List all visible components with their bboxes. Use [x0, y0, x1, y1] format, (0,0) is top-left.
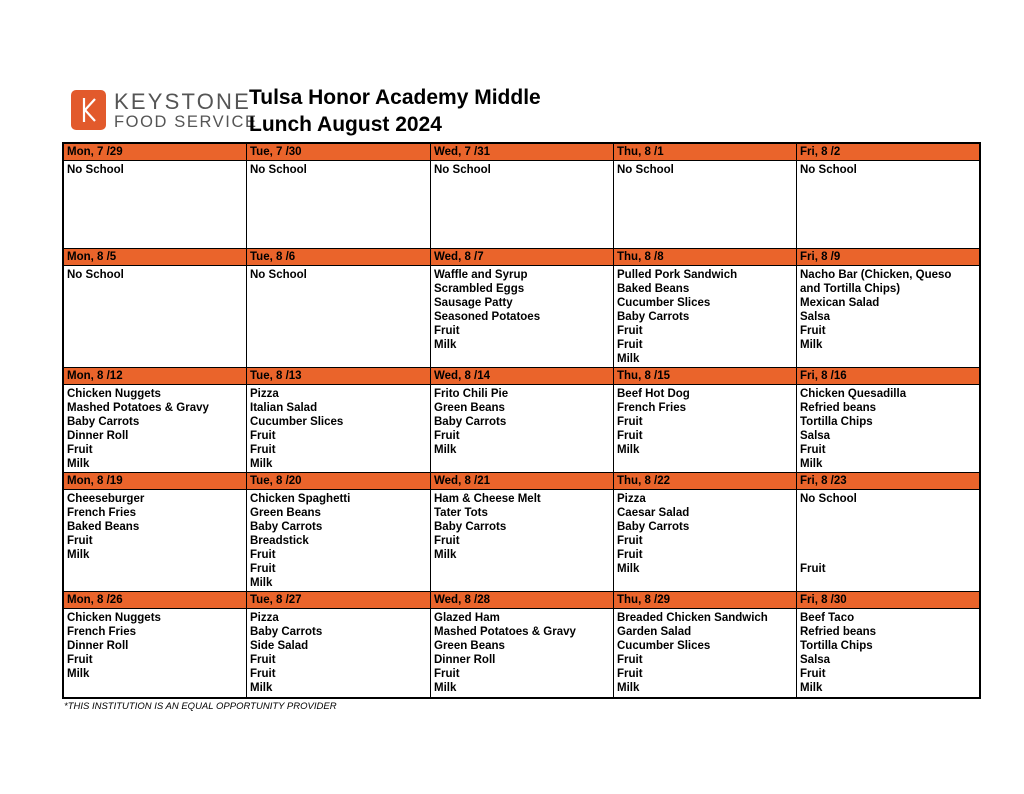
brand-subtitle: FOOD SERVICE [114, 113, 258, 131]
day-date-label: Thu, 8 /1 [617, 146, 664, 158]
day-date-label: Mon, 8 /5 [67, 251, 117, 263]
menu-item: Milk [434, 682, 457, 694]
day-menu [617, 387, 794, 457]
menu-item [800, 506, 976, 520]
menu-item: Refried beans [800, 402, 877, 414]
grid-column-line [613, 144, 614, 697]
menu-item: Fruit [434, 535, 460, 547]
menu-item: Milk [800, 682, 823, 694]
menu-item: Scrambled Eggs [434, 283, 525, 295]
grid-row-line [64, 160, 979, 161]
day-date-label: Mon, 8 /26 [67, 594, 123, 606]
menu-item: Sausage Patty [434, 297, 513, 309]
menu-item: Fruit [250, 549, 276, 561]
day-menu [617, 611, 794, 695]
menu-item: Baby Carrots [434, 521, 507, 533]
menu-item: Baby Carrots [617, 311, 690, 323]
menu-item: Baby Carrots [434, 416, 507, 428]
grid-row-line [64, 608, 979, 609]
menu-item: Milk [617, 444, 640, 456]
grid-row-line [64, 384, 979, 385]
menu-item: Fruit [250, 563, 276, 575]
menu-item: Fruit [617, 416, 643, 428]
menu-item: Milk [250, 458, 273, 470]
menu-item: Side Salad [250, 640, 309, 652]
day-date-label: Fri, 8 /30 [800, 594, 847, 606]
menu-item: Green Beans [434, 640, 505, 652]
title-school: Tulsa Honor Academy Middle [249, 86, 541, 109]
day-date-label: Thu, 8 /8 [617, 251, 664, 263]
menu-item: Baby Carrots [250, 521, 323, 533]
menu-item: French Fries [67, 626, 137, 638]
menu-item: Dinner Roll [67, 640, 129, 652]
menu-item [800, 520, 976, 534]
menu-item: No School [250, 269, 307, 281]
week-header-band [64, 144, 979, 160]
menu-item: Fruit [434, 325, 460, 337]
menu-item: Milk [67, 549, 90, 561]
day-date-label: Tue, 8 /6 [250, 251, 296, 263]
menu-item: Fruit [250, 654, 276, 666]
menu-item: No School [800, 493, 857, 505]
day-date-label: Tue, 8 /20 [250, 475, 302, 487]
grid-row-line [64, 489, 979, 490]
menu-item: Nacho Bar (Chicken, Queso [800, 269, 952, 281]
menu-item: Beef Hot Dog [617, 388, 690, 400]
menu-item: Chicken Nuggets [67, 612, 161, 624]
menu-item: No School [617, 164, 674, 176]
menu-item: Fruit [800, 325, 826, 337]
day-date-label: Mon, 7 /29 [67, 146, 123, 158]
menu-item: Baby Carrots [67, 416, 140, 428]
menu-item: Fruit [250, 430, 276, 442]
day-date-label: Thu, 8 /15 [617, 370, 671, 382]
menu-item: Milk [250, 577, 273, 589]
menu-item: Milk [67, 458, 90, 470]
day-date-label: Thu, 8 /22 [617, 475, 671, 487]
menu-item: Green Beans [250, 507, 321, 519]
page-title [249, 84, 541, 138]
day-date-label: Wed, 8 /14 [434, 370, 491, 382]
menu-item: Dinner Roll [434, 654, 496, 666]
menu-item: Fruit [250, 444, 276, 456]
menu-item: Milk [800, 339, 823, 351]
menu-item: Tater Tots [434, 507, 488, 519]
day-menu [800, 611, 976, 695]
menu-item: Cheeseburger [67, 493, 145, 505]
menu-item: Milk [67, 668, 90, 680]
day-date-label: Mon, 8 /19 [67, 475, 123, 487]
menu-item: Fruit [800, 444, 826, 456]
brand-name: KEYSTONE [114, 89, 252, 114]
day-menu [67, 268, 244, 282]
week-header-band [64, 249, 979, 265]
day-menu [434, 492, 611, 562]
day-menu [800, 387, 976, 471]
day-menu [434, 268, 611, 352]
menu-item: Glazed Ham [434, 612, 500, 624]
menu-item: Seasoned Potatoes [434, 311, 541, 323]
day-date-label: Wed, 7 /31 [434, 146, 491, 158]
menu-item: No School [800, 164, 857, 176]
menu-item: Milk [434, 549, 457, 561]
menu-item: Milk [250, 682, 273, 694]
menu-item: Fruit [250, 668, 276, 680]
menu-item: Refried beans [800, 626, 877, 638]
menu-item: Chicken Quesadilla [800, 388, 907, 400]
menu-item: Waffle and Syrup [434, 269, 528, 281]
day-date-label: Mon, 8 /12 [67, 370, 123, 382]
menu-item: Fruit [434, 430, 460, 442]
menu-item: Salsa [800, 430, 831, 442]
menu-item: Mexican Salad [800, 297, 880, 309]
day-menu [67, 163, 244, 177]
day-date-label: Fri, 8 /2 [800, 146, 841, 158]
menu-item: Baked Beans [617, 283, 690, 295]
menu-item: Salsa [800, 311, 831, 323]
menu-item: Chicken Nuggets [67, 388, 161, 400]
menu-item: Fruit [67, 535, 93, 547]
day-date-label: Tue, 8 /13 [250, 370, 302, 382]
day-menu [617, 268, 794, 366]
day-date-label: Wed, 8 /28 [434, 594, 491, 606]
menu-item: No School [67, 164, 124, 176]
menu-item: Pizza [250, 388, 279, 400]
day-menu [67, 387, 244, 471]
day-date-label: Fri, 8 /9 [800, 251, 841, 263]
grid-row-line [64, 248, 979, 249]
day-menu [617, 492, 794, 576]
menu-item: Caesar Salad [617, 507, 690, 519]
menu-item: Fruit [434, 668, 460, 680]
menu-item: Fruit [800, 563, 826, 575]
menu-item: Cucumber Slices [617, 640, 711, 652]
menu-item: Fruit [617, 339, 643, 351]
menu-item: Salsa [800, 654, 831, 666]
day-menu [67, 492, 244, 562]
menu-item: Pizza [250, 612, 279, 624]
menu-item: Mashed Potatoes & Gravy [67, 402, 209, 414]
menu-item [800, 548, 976, 562]
day-menu [250, 387, 428, 471]
menu-item: Frito Chili Pie [434, 388, 509, 400]
day-menu [250, 163, 428, 177]
day-date-label: Wed, 8 /21 [434, 475, 491, 487]
menu-item: No School [67, 269, 124, 281]
menu-item: French Fries [67, 507, 137, 519]
day-menu [250, 611, 428, 695]
menu-item: Milk [434, 444, 457, 456]
menu-item: Fruit [617, 430, 643, 442]
menu-item: Fruit [67, 444, 93, 456]
menu-item: Baby Carrots [617, 521, 690, 533]
keystone-logo-icon [71, 90, 106, 130]
grid-column-line [430, 144, 431, 697]
day-menu [434, 163, 611, 177]
grid-row-line [64, 265, 979, 266]
day-menu [800, 268, 976, 352]
menu-item: Italian Salad [250, 402, 318, 414]
menu-item: Chicken Spaghetti [250, 493, 351, 505]
menu-item: Fruit [67, 654, 93, 666]
menu-item: Milk [800, 458, 823, 470]
menu-item: Baked Beans [67, 521, 140, 533]
menu-item: Baby Carrots [250, 626, 323, 638]
menu-item: Garden Salad [617, 626, 692, 638]
menu-item: Dinner Roll [67, 430, 129, 442]
day-date-label: Fri, 8 /23 [800, 475, 847, 487]
day-menu [67, 611, 244, 681]
day-menu [800, 163, 976, 177]
menu-item: Breadstick [250, 535, 309, 547]
menu-item: Milk [617, 682, 640, 694]
menu-item: Pulled Pork Sandwich [617, 269, 738, 281]
day-date-label: Tue, 7 /30 [250, 146, 302, 158]
menu-item: Fruit [617, 535, 643, 547]
menu-item: Cucumber Slices [250, 416, 344, 428]
day-date-label: Wed, 8 /7 [434, 251, 484, 263]
day-date-label: Thu, 8 /29 [617, 594, 671, 606]
menu-item: Breaded Chicken Sandwich [617, 612, 768, 624]
menu-item: No School [434, 164, 491, 176]
menu-item [800, 534, 976, 548]
grid-column-line [246, 144, 247, 697]
menu-item: French Fries [617, 402, 687, 414]
menu-item: Milk [617, 563, 640, 575]
menu-item: Fruit [617, 325, 643, 337]
menu-item: No School [250, 164, 307, 176]
day-menu [434, 611, 611, 695]
menu-item: Milk [434, 339, 457, 351]
title-month: Lunch August 2024 [249, 113, 442, 136]
menu-item: Tortilla Chips [800, 640, 873, 652]
menu-item: Ham & Cheese Melt [434, 493, 541, 505]
footer-note: *THIS INSTITUTION IS AN EQUAL OPPORTUNITY PROVIDER [64, 701, 337, 712]
day-date-label: Fri, 8 /16 [800, 370, 847, 382]
day-menu [617, 163, 794, 177]
menu-item: Beef Taco [800, 612, 855, 624]
menu-item: Milk [617, 353, 640, 365]
menu-item: Green Beans [434, 402, 505, 414]
grid-column-line [796, 144, 797, 697]
day-menu [250, 492, 428, 590]
lunch-calendar [62, 142, 981, 699]
day-menu [800, 492, 976, 576]
menu-item: Fruit [800, 668, 826, 680]
day-menu [250, 268, 428, 282]
menu-item: Pizza [617, 493, 646, 505]
menu-item: Fruit [617, 668, 643, 680]
menu-item: Mashed Potatoes & Gravy [434, 626, 576, 638]
menu-item: Cucumber Slices [617, 297, 711, 309]
menu-item: Fruit [617, 654, 643, 666]
menu-item: Tortilla Chips [800, 416, 873, 428]
menu-item: and Tortilla Chips) [800, 283, 901, 295]
day-date-label: Tue, 8 /27 [250, 594, 302, 606]
day-menu [434, 387, 611, 457]
menu-item: Fruit [617, 549, 643, 561]
